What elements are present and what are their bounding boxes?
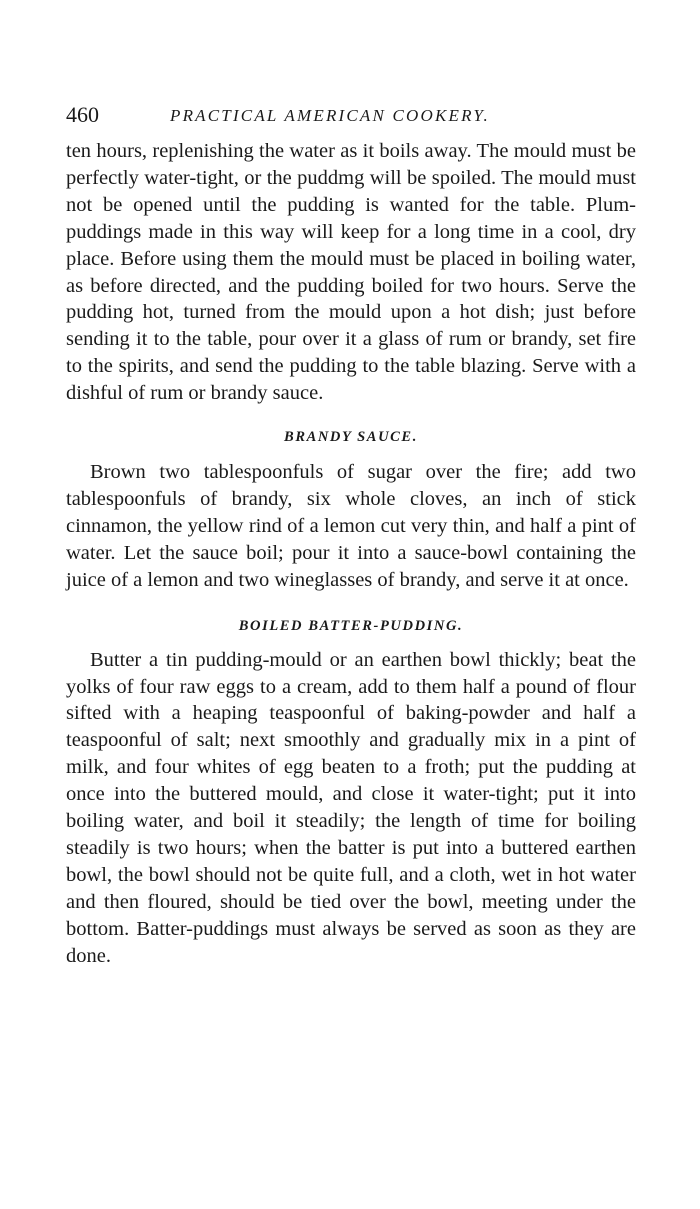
book-page [66,102,636,969]
running-header [66,102,636,138]
continued-paragraph: ten hours, replenishing the water as it boils away. The mould must be perfectly water-tight, or the puddmg will be spoiled. The mould must not be opened until the pudding is wanted for the table. Plum-puddings made in this way will keep for a long time in a cool, dry place. Before using them the mould must be placed in boiling water, as before directed, and the pudding boiled for two hours. Serve the pudding hot, turned from the mould upon a hot dish; just before sending it to the table, pour over it a glass of rum or brandy, set fire to the spirits, and send the pudding to the table blazing. Serve with a dishful of rum or brandy sauce. [66,140,636,405]
recipe-heading-boiled-batter-pudding: BOILED BATTER-PUDDING. [238,617,464,634]
page-number: 460 [66,102,99,127]
recipe-text-brandy-sauce: Brown two tablespoonfuls of sugar over the fire; add two tablespoonfuls of brandy, six whole cloves, an inch of stick cinnamon, the yellow rind of a lemon cut very thin, and half a pint of water. Let the sauce boil; pour it into a sauce-bowl containing the juice of a lemon and two wineglasses of brandy, and serve it at once. [66,461,636,591]
recipe-heading-brandy-sauce: BRANDY SAUCE. [284,429,418,446]
running-title: PRACTICAL AMERICAN COOKERY. [170,106,490,125]
recipe-text-boiled-batter-pudding: Butter a tin pudding-mould or an earthen bowl thickly; beat the yolks of four raw eggs to a cream, add to them half a pound of flour sifted with a heaping teaspoonful of baking-powder and half a teaspoonful of salt; next smoothly and gradually mix in a pint of milk, and four whites of egg beaten to a froth; put the pudding at once into the buttered mould, and close it water-tight; put it into boiling water, and boil it steadily; the length of time for boiling steadily is two hours; when the batter is put into a buttered earthen bowl, the bowl should not be quite full, and a cloth, wet in hot water and then floured, should be tied over the bowl, meeting under the bottom. Batter-puddings must always be served as soon as they are done. [66,648,636,967]
